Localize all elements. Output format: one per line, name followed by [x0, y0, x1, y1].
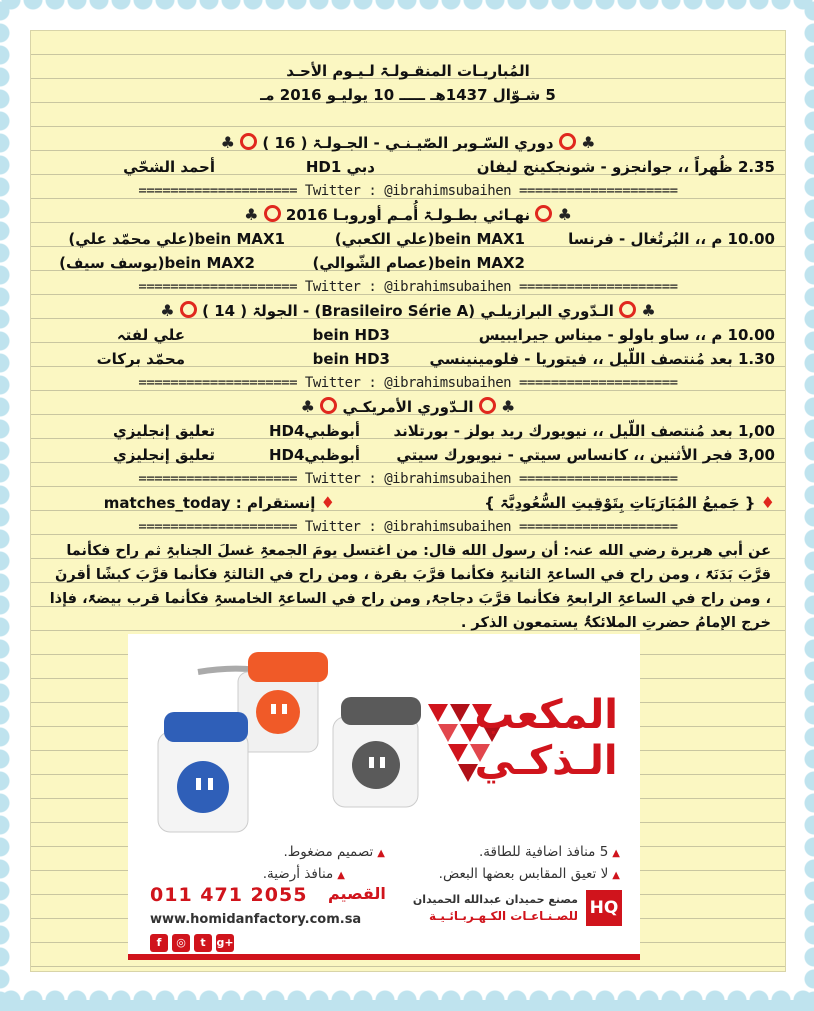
club-icon: ♣	[641, 301, 656, 320]
section-title-euro-final: ♣ نهـائي بطـولـۃ أُمـم أوروبـا 2016 ♣	[244, 205, 572, 224]
match-row	[41, 227, 775, 251]
social-icons	[150, 934, 234, 952]
match-commentator: أحمد الشحّي	[123, 158, 215, 176]
feature-item: ▲5 منافذ اضافية للطاقة.	[479, 844, 620, 860]
triangle-bullet-icon: ▲	[377, 848, 385, 859]
red-ring-icon	[264, 205, 281, 222]
match-row	[41, 251, 775, 275]
match-channel: bein HD3	[312, 326, 390, 344]
saudi-time-note: ♦ { جَميعُ المُبَارَيَاتِ بِتَوْقِيتِ السُّعُودِيَّۃ }	[484, 493, 775, 512]
match-row	[41, 155, 775, 179]
feature-item: ▲تصميم مضغوط.	[283, 844, 385, 860]
red-ring-icon	[535, 205, 552, 222]
website-link[interactable]: www.homidanfactory.com.sa	[150, 912, 362, 927]
red-ring-icon	[320, 397, 337, 414]
match-channel: bein MAX1(علي الكعبي)	[334, 230, 525, 248]
facebook-icon[interactable]: f	[150, 934, 168, 952]
google-plus-icon[interactable]: g+	[216, 934, 234, 952]
twitter-separator: ==================== Twitter : @ibrahimsubaihen ====================	[138, 375, 678, 391]
footer-note-row	[41, 491, 775, 515]
match-teams: 1,00 بعد مُنتصف اللّيل ،، نيويورك ريد بولز - بورتلاند	[393, 422, 775, 440]
twitter-separator: ==================== Twitter : @ibrahimsubaihen ====================	[138, 183, 678, 199]
page-title: المُباريـات المنقـولـۃ لـيـوم الأحـد	[286, 62, 530, 80]
club-icon: ♣	[160, 301, 175, 320]
perforation-left	[0, 0, 11, 1000]
match-teams: 10.00 م ،، ساو باولو - ميناس جيرايبيس	[478, 326, 775, 344]
instagram-note: ♦ إنستقرام : matches_today	[103, 493, 335, 512]
ad-bottom-bar	[128, 954, 640, 960]
match-teams: 10.00 م ،، البُرتُغال - فرنسا	[568, 230, 775, 248]
perforation-bottom	[0, 989, 814, 1011]
blank-line	[41, 107, 775, 131]
match-row	[41, 443, 775, 467]
perforation-right	[803, 0, 814, 1000]
hq-logo-icon: HQ	[586, 890, 622, 926]
factory-name: مصنع حميدان عبدالله الحميدان للصـنـاعـات الكـهـربـائـيـة	[412, 893, 578, 923]
twitter-separator: ==================== Twitter : @ibrahimsubaihen ====================	[138, 519, 678, 535]
section-title-us-league: ♣ الـدّوري الأمريكـي ♣	[300, 397, 516, 416]
schedule-content	[41, 59, 775, 635]
feature-item: ▲لا تعيق المقابس بعضها البعض.	[438, 866, 620, 882]
club-icon: ♣	[244, 205, 259, 224]
match-teams: 2.35 ظُهراً ،، جوانجزو - شونجكينج ليفان	[476, 158, 775, 176]
club-icon: ♣	[501, 397, 516, 416]
twitter-separator: ==================== Twitter : @ibrahimsubaihen ====================	[138, 471, 678, 487]
date-line: 5 شـوّال 1437هـ ـــــ 10 يوليـو 2016 مـ	[260, 86, 556, 104]
match-channel: دبي HD1	[305, 158, 375, 176]
diamond-icon: ♦	[320, 493, 335, 512]
section-title-chinese-league: ♣ دوري السّـوبر الصّيـنـي - الجـولـۃ ( 16 ) ♣	[220, 133, 596, 152]
ad-title: المكعب الـذكـي	[474, 692, 618, 784]
section-title-brazil-league: ♣ الـدّوري البرازيلـي (Brasileiro Série A) - الجولۃ ( 14 ) ♣	[160, 301, 656, 320]
red-ring-icon	[619, 301, 636, 318]
perforation-top	[0, 0, 814, 11]
match-teams: 1.30 بعد مُنتصف اللّيل ،، فيتوريا - فلومينينسي	[429, 350, 775, 368]
twitter-separator: ==================== Twitter : @ibrahimsubaihen ====================	[138, 279, 678, 295]
match-commentator: محمّد بركات	[96, 350, 185, 368]
match-commentator: تعليق إنجليزي	[113, 422, 215, 440]
club-icon: ♣	[220, 133, 235, 152]
match-channel: أبوظبيHD4	[268, 422, 360, 440]
match-commentator: علي لفتہ	[116, 326, 185, 344]
club-icon: ♣	[557, 205, 572, 224]
phone-number: 011 471 2055	[150, 884, 308, 906]
hadith-text: عن أبي هريرة رضي الله عنہ: أن رسول الله قال: من اغتسل يومَ الجمعۃِ غسلَ الجنابۃِ ثم راح فكأنما قرَّبَ بَدَنَۃً ، ومن راح في الساعۃِ الثانيۃِ فكأنما قرَّبَ بقرة ، ومن راح في الثالثۃِ فكأنما قرَّبَ كبشًا أقرنَ ، ومن راح في الساعۃِ الرابعۃِ فكأنما قرَّبَ دجاجۃً, ومن راح في الساعۃِ الخامسۃِ فكأنما قرب بيضۃً، فإذا خرج الإمامُ حضرتِ الملائكۃُ يستمعون الذكر .	[49, 543, 771, 631]
match-row	[41, 323, 775, 347]
triangle-bullet-icon: ▲	[612, 848, 620, 859]
diamond-icon: ♦	[760, 493, 775, 512]
smart-cube-image	[138, 642, 438, 842]
triangle-bullet-icon: ▲	[337, 870, 345, 881]
match-commentator: bein MAX1(علي محمّد علي)	[68, 230, 285, 248]
match-commentator: bein MAX2(يوسف سيف)	[59, 254, 255, 272]
instagram-icon[interactable]: ◎	[172, 934, 190, 952]
red-ring-icon	[240, 133, 257, 150]
twitter-icon[interactable]: t	[194, 934, 212, 952]
city-label: القصيم	[328, 884, 386, 903]
triangle-bullet-icon: ▲	[612, 870, 620, 881]
club-icon: ♣	[300, 397, 315, 416]
smart-cube-ad	[128, 634, 640, 960]
red-ring-icon	[479, 397, 496, 414]
match-channel: bein MAX2(عصام الشّوالي)	[312, 254, 525, 272]
match-teams: 3,00 فجر الأثنين ،، كانساس سيتي - نيويورك سيتي	[396, 446, 775, 464]
match-channel: أبوظبيHD4	[268, 446, 360, 464]
feature-item: ▲منافذ أرضية.	[262, 866, 345, 882]
match-commentator: تعليق إنجليزي	[113, 446, 215, 464]
match-channel: bein HD3	[312, 350, 390, 368]
match-row	[41, 419, 775, 443]
red-ring-icon	[559, 133, 576, 150]
club-icon: ♣	[581, 133, 596, 152]
red-ring-icon	[180, 301, 197, 318]
lined-paper	[30, 30, 786, 972]
match-row	[41, 347, 775, 371]
